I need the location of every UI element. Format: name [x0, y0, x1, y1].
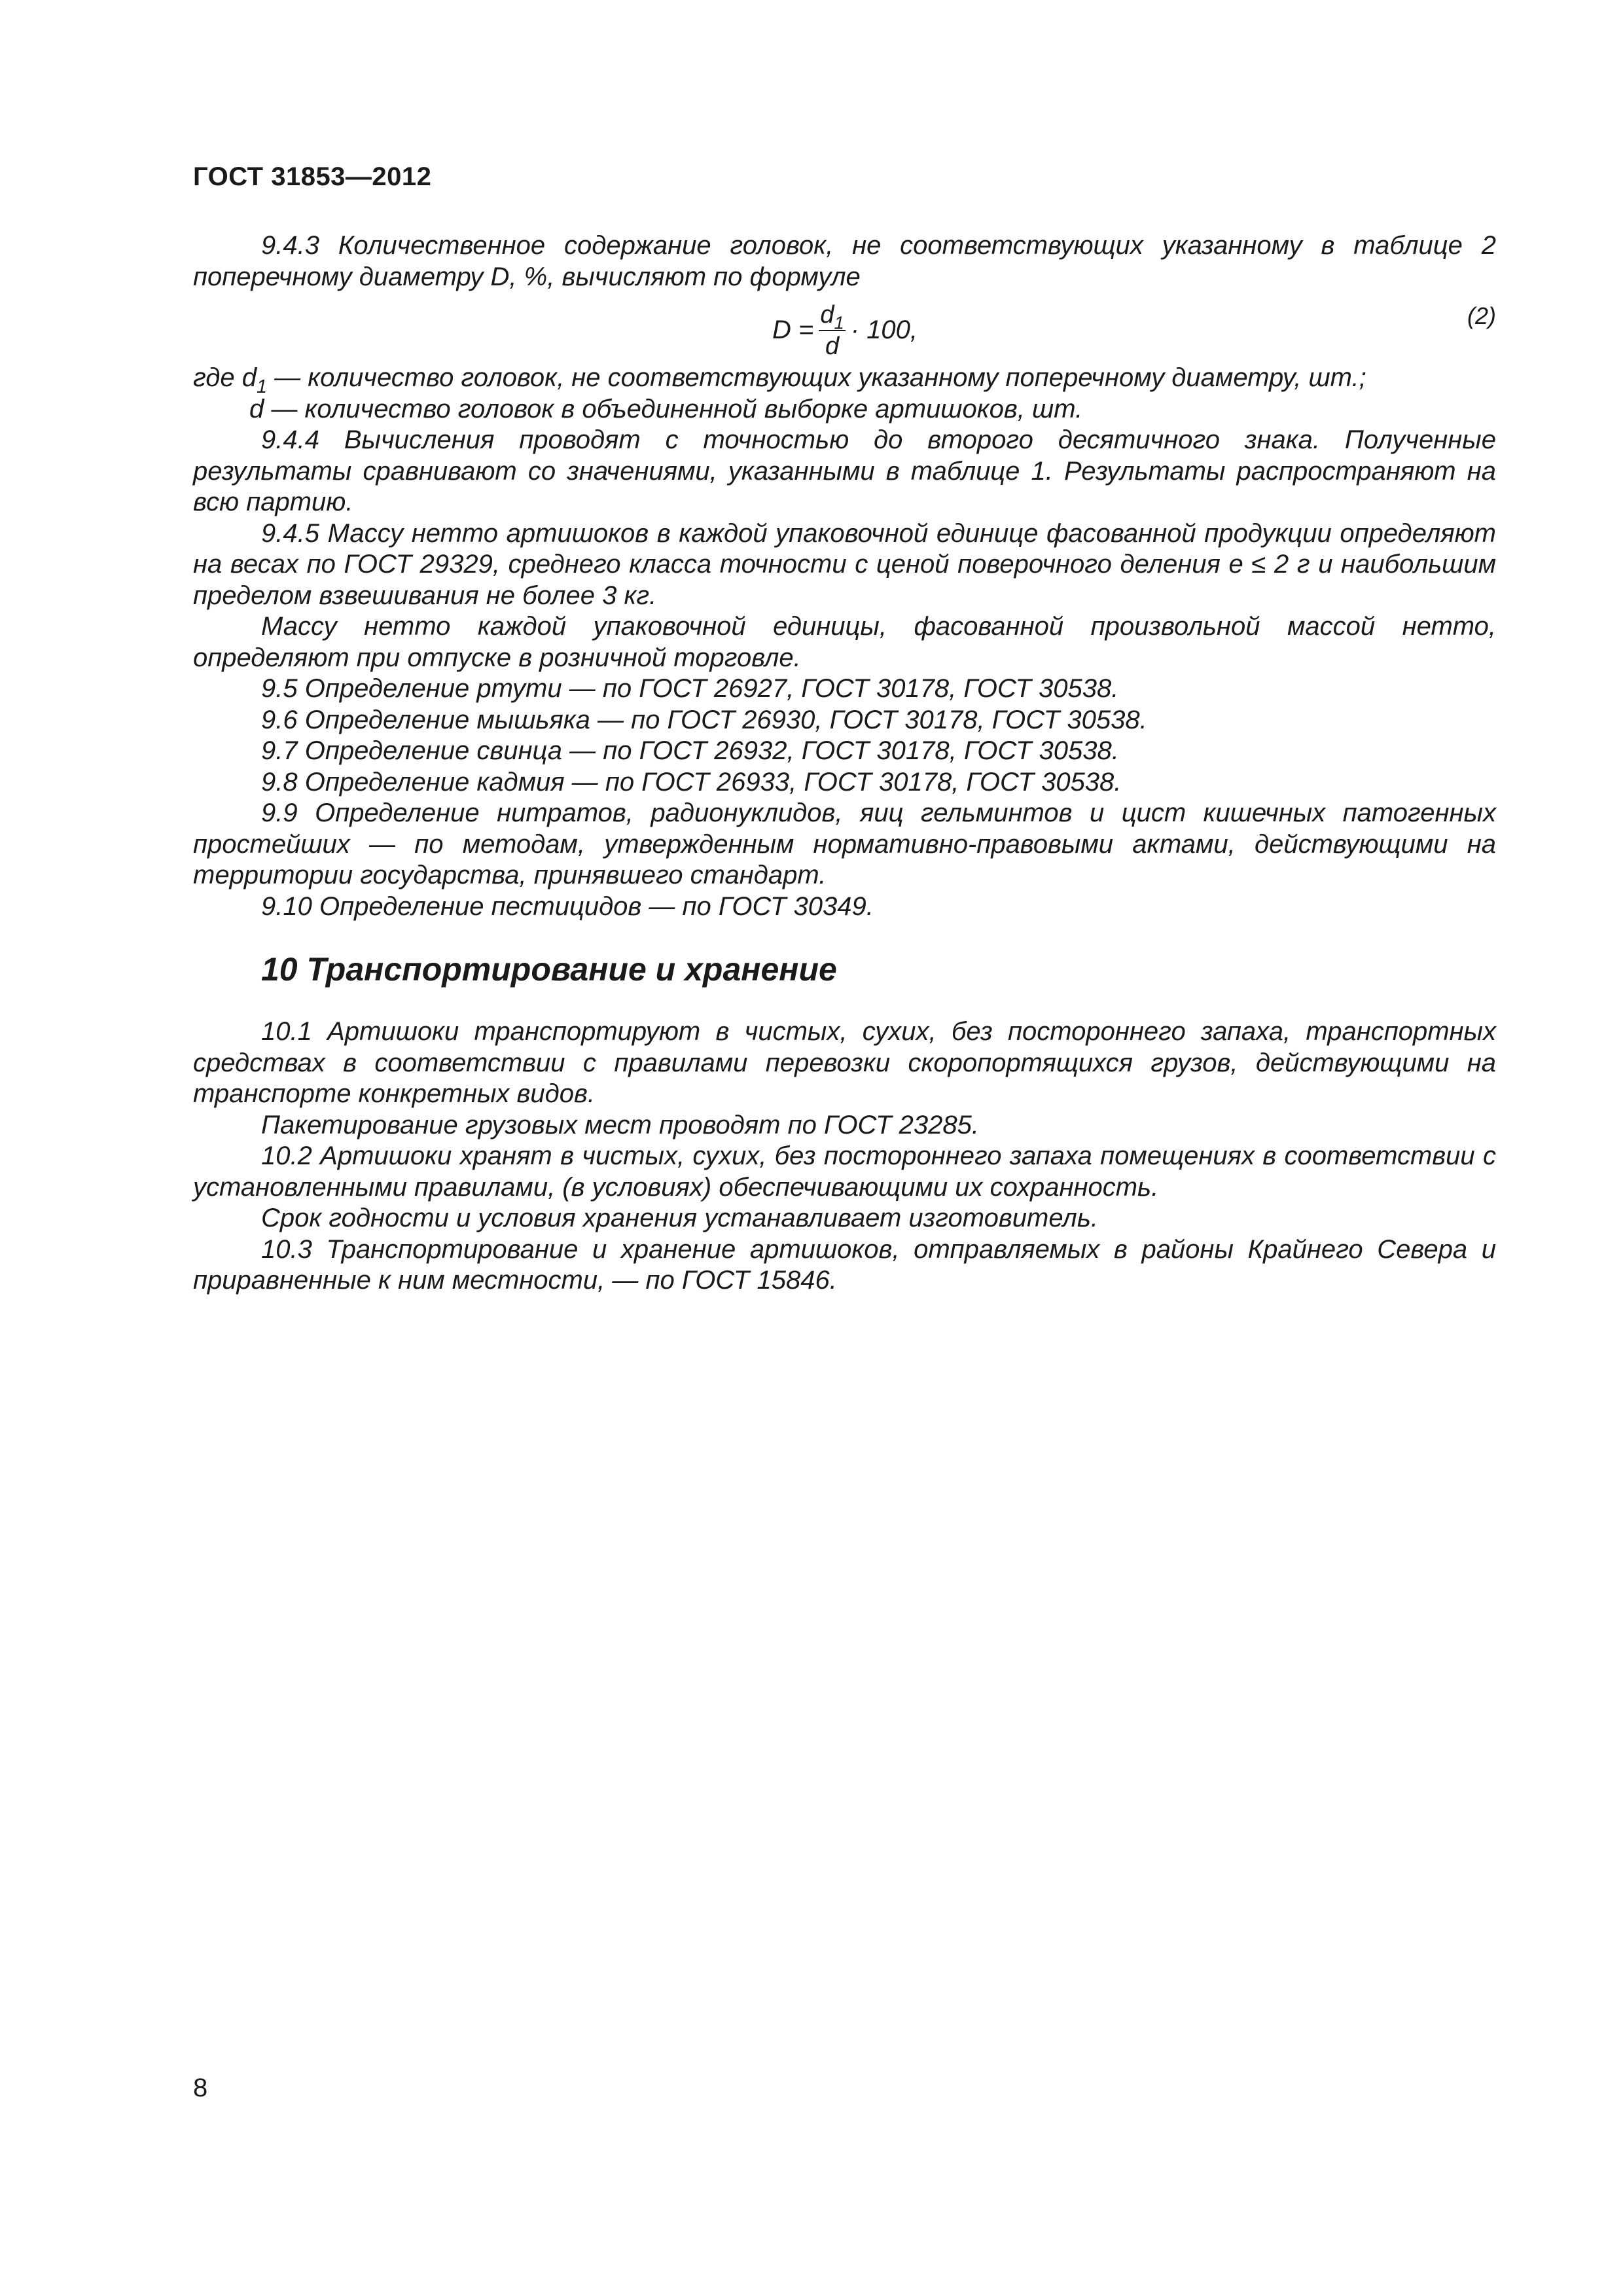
where-1-prefix: где d — [193, 363, 257, 392]
document-body — [193, 230, 1496, 1297]
paragraph-9-10: 9.10 Определение пестицидов — по ГОСТ 30349. — [261, 891, 874, 921]
formula-rhs: · 100, — [850, 315, 918, 344]
formula-where-line-1 — [193, 363, 1496, 398]
page-number: 8 — [193, 2073, 208, 2102]
section-10-title: 10 Транспортирование и хранение — [261, 951, 837, 988]
where-1-subscript: 1 — [257, 376, 268, 398]
numerator-subscript: 1 — [834, 312, 844, 333]
formula-expression — [772, 299, 918, 361]
formula-number: (2) — [1467, 302, 1496, 329]
paragraph-10-2: 10.2 Артишоки хранят в чистых, сухих, без постороннего запаха помещениях в соответствии с установленными правилами, (в условиях) обеспечивающими их сохранность. — [193, 1141, 1496, 1202]
paragraph-10-1: 10.1 Артишоки транспортируют в чистых, сухих, без постороннего запаха, транспортных средствах в соответствии с правилами перевозки скоропортящихся грузов, действующими на транспорте конкретных видов. — [193, 1017, 1496, 1108]
paragraph-9-5: 9.5 Определение ртути — по ГОСТ 26927, ГОСТ 30178, ГОСТ 30538. — [261, 674, 1119, 703]
where-1-text: — количество головок, не соответствующих указанному поперечному диаметру, шт.; — [267, 363, 1366, 392]
formula-numerator — [819, 302, 845, 331]
paragraph-9-7: 9.7 Определение свинца — по ГОСТ 26932, ГОСТ 30178, ГОСТ 30538. — [261, 736, 1119, 765]
paragraph-9-8: 9.8 Определение кадмия — по ГОСТ 26933, ГОСТ 30178, ГОСТ 30538. — [261, 767, 1122, 797]
paragraph-9-4-5: 9.4.5 Массу нетто артишоков в каждой упаковочной единице фасованной продукции определяют на весах по ГОСТ 29329, среднего класса точности с ценой поверочного деления е ≤ 2 г и наибольшим пределом взвешивания не более 3 кг. — [193, 518, 1496, 610]
paragraph-9-4-5-b: Массу нетто каждой упаковочной единицы, фасованной произвольной массой нетто, определяют при отпуске в розничной торговле. — [193, 612, 1496, 672]
formula-fraction — [819, 302, 845, 359]
numerator-symbol: d — [820, 300, 834, 329]
paragraph-10-2-b: Срок годности и условия хранения устанавливает изготовитель. — [261, 1204, 1098, 1232]
paragraph-10-3: 10.3 Транспортирование и хранение артишоков, отправляемых в районы Крайнего Севера и приравненные к ним местности, — по ГОСТ 15846. — [193, 1234, 1496, 1295]
paragraph-10-1-b: Пакетирование грузовых мест проводят по ГОСТ 23285. — [261, 1110, 979, 1139]
paragraph-9-9: 9.9 Определение нитратов, радионуклидов, яиц гельминтов и цист кишечных патогенных простейших — по методам, утвержденным нормативно-правовыми актами, действующими на территории государства, принявшего стандарт. — [193, 798, 1496, 889]
formula-denominator: d — [825, 332, 840, 360]
formula-2 — [193, 293, 1496, 363]
paragraph-9-6: 9.6 Определение мышьяка — по ГОСТ 26930, ГОСТ 30178, ГОСТ 30538. — [261, 705, 1147, 734]
paragraph-9-4-3: 9.4.3 Количественное содержание головок, не соответствующих указанному в таблице 2 поперечному диаметру D, %, вычисляют по формуле — [193, 231, 1496, 291]
formula-lhs: D = — [772, 315, 814, 344]
paragraph-9-4-4: 9.4.4 Вычисления проводят с точностью до второго десятичного знака. Полученные результаты сравнивают со значениями, указанными в таблице 1. Результаты распространяют на всю партию. — [193, 425, 1496, 516]
formula-where-line-2: d — количество головок в объединенной выборке артишоков, шт. — [249, 394, 1083, 423]
document-header: ГОСТ 31853—2012 — [193, 162, 432, 191]
